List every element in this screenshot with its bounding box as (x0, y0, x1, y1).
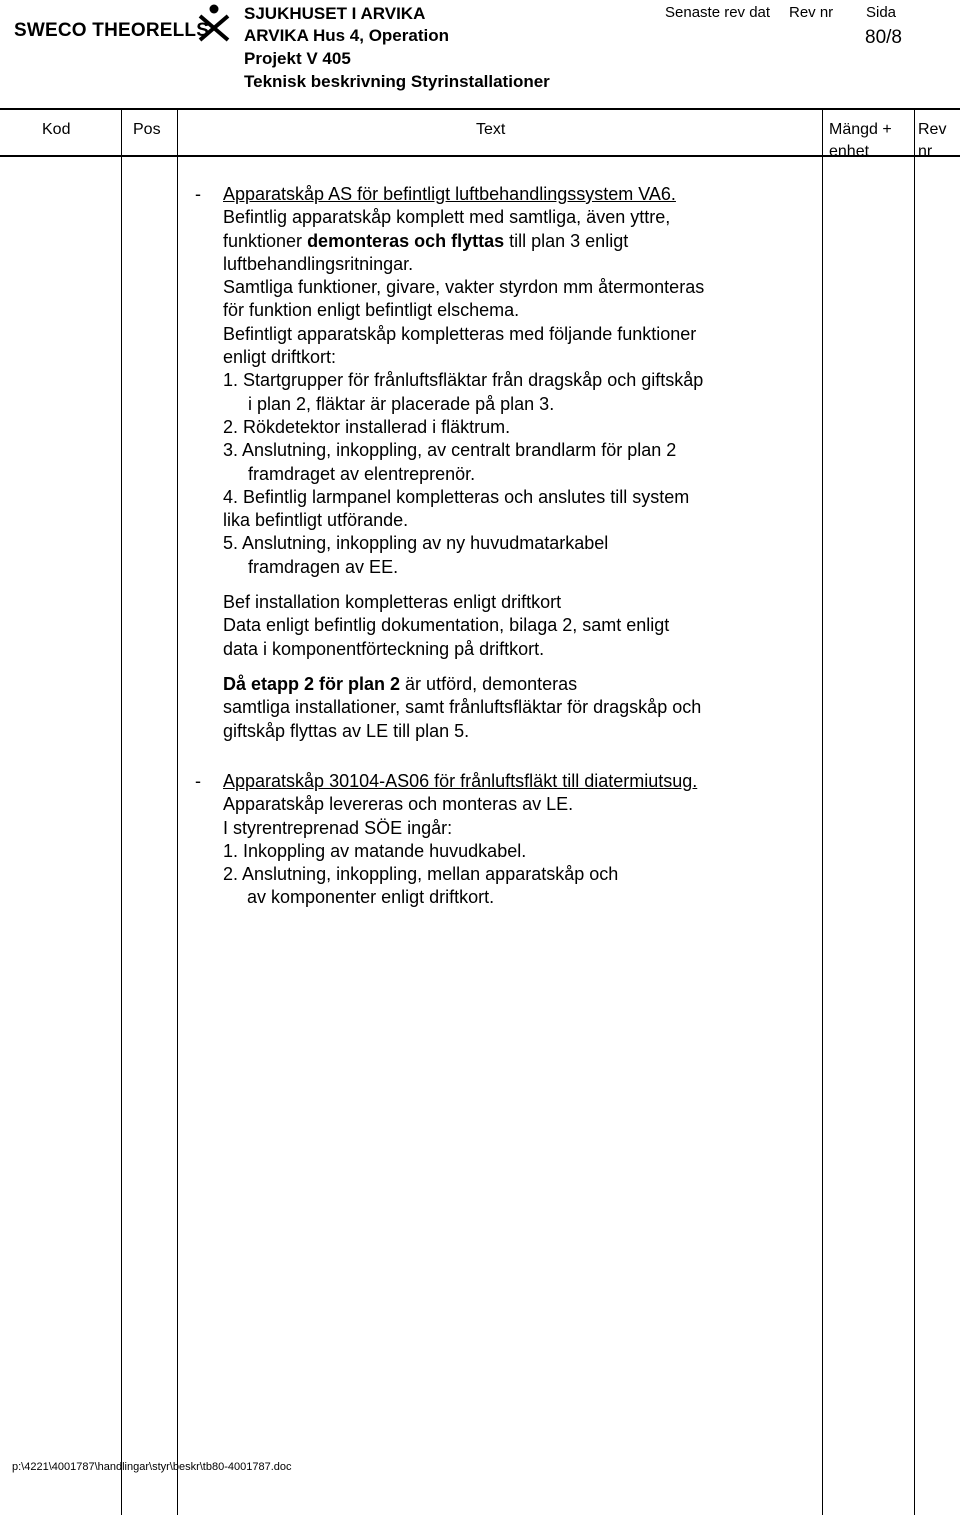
paragraph-3-line-1 (223, 673, 704, 696)
list-item-4a: 4. Befintlig larmpanel kompletteras och anslutes till system (223, 486, 690, 507)
section-1 (195, 183, 705, 743)
list-item-4b: lika befintligt utförande. (223, 510, 409, 531)
paragraph-3-rest: är utförd, demonteras (400, 673, 578, 694)
section-1-line-1: Befintlig apparatskåp komplett med samtliga, även yttre, (223, 207, 671, 228)
section-2-heading: Apparatskåp 30104-AS06 för frånluftsfläkt till diatermiutsug. (223, 771, 698, 791)
col-head-kod: Kod (42, 121, 71, 138)
section-1-line-2-bold: demonteras och flyttas (307, 230, 505, 251)
section-1-line-2 (223, 230, 704, 253)
paragraph-3-bold: Då etapp 2 för plan 2 (223, 673, 401, 694)
header-title-line-2: ARVIKA Hus 4, Operation (244, 26, 449, 45)
col-head-text: Text (476, 121, 506, 138)
header-title-line-3: Projekt V 405 (244, 49, 351, 68)
footer-file-path: p:\4221\4001787\handlingar\styr\beskr\tb80-4001787.doc (12, 1461, 292, 1473)
paragraph-3-line-3: giftskåp flyttas av LE till plan 5. (223, 720, 470, 741)
header-title-line-4: Teknisk beskrivning Styrinstallationer (244, 72, 550, 91)
list-item-3a: 3. Anslutning, inkoppling, av centralt brandlarm för plan 2 (223, 440, 677, 461)
list-item-1b: i plan 2, fläktar är placerade på plan 3. (248, 393, 555, 414)
col-head-pos: Pos (133, 121, 161, 138)
list-item-5a: 5. Anslutning, inkoppling av ny huvudmatarkabel (223, 533, 609, 554)
sida-label: Sida (866, 4, 897, 21)
col-head-mangd-line2: enhet (829, 143, 870, 160)
column-divider-pos (177, 110, 178, 1515)
section-1-line-4: Samtliga funktioner, givare, vakter styrdon mm återmonteras (223, 277, 705, 298)
col-head-rev-line1: Rev (918, 121, 947, 138)
section-2-line-1: Apparatskåp levereras och monteras av LE. (223, 794, 574, 815)
paragraph-3-line-2: samtliga installationer, samt frånluftsfläktar för dragskåp och (223, 697, 702, 718)
column-divider-text (822, 110, 823, 1515)
paragraph-2-line-3: data i komponentförteckning på driftkort. (223, 638, 545, 659)
section-1-line-6: Befintligt apparatskåp kompletteras med följande funktioner (223, 323, 697, 344)
section-1-line-5: för funktion enligt befintligt elschema. (223, 300, 520, 321)
paragraph-2-line-2: Data enligt befintlig dokumentation, bilaga 2, samt enligt (223, 615, 670, 636)
header-top-rule (0, 108, 960, 110)
paragraph-2-line-1: Bef installation kompletteras enligt driftkort (223, 592, 562, 613)
list-item-2: 2. Rökdetektor installerad i fläktrum. (223, 416, 511, 437)
section-1-dash: - (195, 184, 201, 204)
section-2 (195, 770, 698, 910)
section-2-line-4: 2. Anslutning, inkoppling, mellan apparatskåp och (223, 864, 619, 885)
section-1-heading: Apparatskåp AS för befintligt luftbehandlingssystem VA6. (223, 184, 676, 204)
section-1-line-2c: till plan 3 enligt (504, 230, 629, 251)
company-logo-text: SWECO THEORELLS (14, 20, 210, 41)
list-item-3b: framdraget av elentreprenör. (248, 463, 476, 484)
section-2-line-3: 1. Inkoppling av matande huvudkabel. (223, 840, 527, 861)
list-item-5b: framdragen av EE. (248, 556, 399, 577)
rev-nr-label: Rev nr (789, 4, 834, 21)
column-divider-mangd (914, 110, 915, 1515)
section-1-line-3: luftbehandlingsritningar. (223, 253, 414, 274)
col-head-rev (918, 119, 946, 163)
section-2-line-5: av komponenter enligt driftkort. (247, 887, 495, 908)
section-2-line-2: I styrentreprenad SÖE ingår: (223, 817, 453, 838)
senaste-rev-dat-label: Senaste rev dat (665, 4, 771, 21)
col-head-rev-line2: nr (918, 143, 933, 160)
header-bottom-rule (0, 155, 960, 157)
column-divider-kod (121, 110, 122, 1515)
sweco-logo-icon (197, 4, 231, 47)
section-1-line-7: enligt driftkort: (223, 347, 337, 368)
header-title-line-1: SJUKHUSET I ARVIKA (244, 4, 426, 23)
col-head-mangd-line1: Mängd + (829, 121, 892, 138)
list-item-1a: 1. Startgrupper för frånluftsfläktar från dragskåp och giftskåp (223, 370, 704, 391)
section-1-line-2a: funktioner (223, 230, 308, 251)
page-number: 80/8 (865, 27, 902, 48)
section-2-dash: - (195, 771, 201, 791)
col-head-mangd (829, 119, 892, 163)
